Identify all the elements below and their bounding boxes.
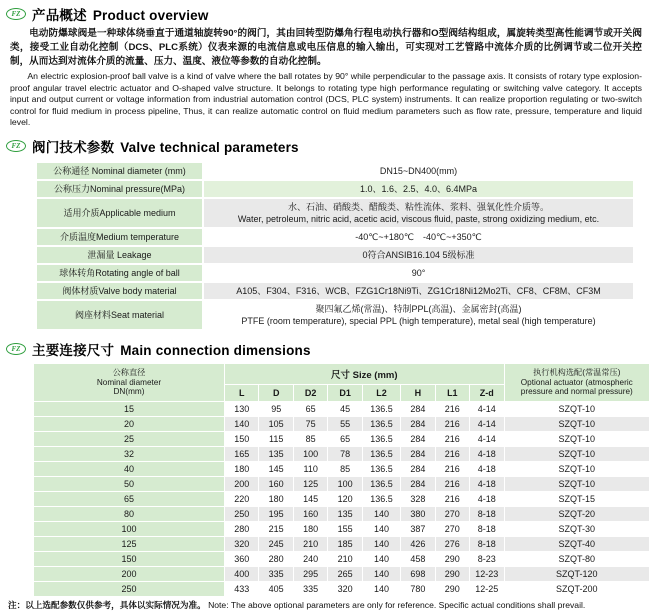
param-label-cell: 阀体材质Valve body material: [36, 282, 203, 300]
tech-params-table-body: [36, 162, 634, 330]
tech-title-zh: 阀门技术参数: [32, 139, 115, 155]
actuator-value-cell: SZQT-200: [504, 581, 649, 596]
size-value-cell: 290: [435, 581, 469, 596]
dn-value-cell: 32: [34, 446, 225, 461]
size-value-cell: 290: [435, 566, 469, 581]
size-value-cell: 4-14: [470, 431, 504, 446]
size-value-cell: 405: [259, 581, 293, 596]
actuator-value-cell: SZQT-10: [504, 431, 649, 446]
col-header-H: H: [401, 384, 435, 401]
footer-note-zh: 注：以上选配参数仅供参考，具体以实际情况为准。: [8, 599, 206, 610]
param-label-cell: 球体转角Rotating angle of ball: [36, 264, 203, 282]
size-value-cell: 335: [259, 566, 293, 581]
tech-title-en: Valve technical parameters: [120, 139, 299, 155]
size-value-cell: 8-18: [470, 506, 504, 521]
dimension-row: [34, 431, 650, 446]
size-value-cell: 150: [224, 431, 258, 446]
size-value-cell: 284: [401, 401, 435, 416]
size-value-cell: 75: [293, 416, 327, 431]
tech-title: [32, 136, 299, 156]
actuator-value-cell: SZQT-40: [504, 536, 649, 551]
size-value-cell: 320: [328, 581, 362, 596]
size-group-header: 尺寸 Size (mm): [224, 363, 504, 384]
overview-title-en: Product overview: [92, 8, 209, 23]
size-value-cell: 12-25: [470, 581, 504, 596]
actuator-value-cell: SZQT-10: [504, 416, 649, 431]
dn-value-cell: 50: [34, 476, 225, 491]
size-value-cell: 115: [259, 431, 293, 446]
size-value-cell: 216: [435, 446, 469, 461]
dn-header-unit: DN(mm): [113, 387, 145, 397]
actuator-header-en2: pressure and normal pressure): [520, 387, 633, 397]
size-value-cell: 265: [328, 566, 362, 581]
size-value-cell: 145: [293, 491, 327, 506]
param-value-cell: [203, 198, 634, 228]
dimensions-table-header: [34, 363, 650, 401]
size-value-cell: 45: [328, 401, 362, 416]
size-value-cell: 4-18: [470, 446, 504, 461]
size-value-cell: 140: [362, 536, 400, 551]
dn-header-zh: 公称直径: [112, 368, 146, 378]
tech-param-row: [36, 282, 634, 300]
dimension-row: [34, 566, 650, 581]
size-value-cell: 140: [362, 521, 400, 536]
actuator-header-en1: Optional actuator (atmospheric: [520, 377, 633, 387]
size-value-cell: 780: [401, 581, 435, 596]
size-value-cell: 276: [435, 536, 469, 551]
size-value-cell: 216: [435, 461, 469, 476]
tech-param-row: [36, 180, 634, 198]
param-value-line: Water, petroleum, nitric acid, acetic acid, viscous fluid, paste, strong oxidizing medium, etc.: [237, 213, 600, 224]
size-value-cell: 4-14: [470, 416, 504, 431]
size-value-cell: 160: [259, 476, 293, 491]
dn-value-cell: 40: [34, 461, 225, 476]
dimension-row: [34, 416, 650, 431]
size-value-cell: 140: [362, 566, 400, 581]
section-technical-parameters: [0, 136, 650, 331]
dimension-row: [34, 446, 650, 461]
size-value-cell: 135: [328, 506, 362, 521]
size-value-cell: 165: [224, 446, 258, 461]
param-value-line: 聚四氟乙烯(常温)、特制PPL(高温)、金属密封(高温): [315, 303, 522, 314]
size-value-cell: 8-18: [470, 536, 504, 551]
actuator-header-zh: 执行机构选配(常温常压): [533, 368, 621, 378]
size-value-cell: 120: [328, 491, 362, 506]
dims-title-zh: 主要连接尺寸: [32, 342, 115, 358]
size-value-cell: 284: [401, 446, 435, 461]
dimension-row: [34, 581, 650, 596]
overview-paragraph-zh: 电动防爆球阀是一种球体绕垂直于通道轴旋转90°的阀门，其由回转型防爆角行程电动执行器和O型阀结构组成，属旋转类型高性能调节或开关阀类，接受工业自动化控制（DCS、PLC系统）仪表来源的电流信息或电压信息的输入输出，可实现对工艺管路中流体介质的比例调节或二位开关控制，从而达到对流体介质的流量、压力、温度、液位等参数的自动化控制。: [10, 28, 642, 67]
size-value-cell: 85: [293, 431, 327, 446]
param-value-line: A105、F304、F316、WCB、FZG1Cr18Ni9Ti、ZG1Cr18Ni12Mo2Ti、CF8、CF8M、CF3M: [236, 285, 601, 296]
size-value-cell: 210: [328, 551, 362, 566]
size-value-cell: 215: [259, 521, 293, 536]
param-value-line: 90°: [411, 267, 426, 278]
section-connection-dimensions: [0, 339, 650, 611]
param-value-cell: [203, 162, 634, 180]
actuator-value-cell: SZQT-10: [504, 461, 649, 476]
size-value-cell: 136.5: [362, 476, 400, 491]
actuator-value-cell: SZQT-120: [504, 566, 649, 581]
size-value-cell: 100: [293, 446, 327, 461]
dn-value-cell: 150: [34, 551, 225, 566]
dn-header-en: Nominal diameter: [96, 377, 162, 387]
dn-value-cell: 200: [34, 566, 225, 581]
size-value-cell: 433: [224, 581, 258, 596]
size-value-cell: 160: [293, 506, 327, 521]
brand-logo-icon: FZ: [6, 140, 26, 152]
col-header-L: L: [224, 384, 258, 401]
size-value-cell: 290: [435, 551, 469, 566]
tech-param-row: [36, 228, 634, 246]
size-value-cell: 216: [435, 476, 469, 491]
size-value-cell: 220: [224, 491, 258, 506]
param-label-cell: 泄漏量 Leakage: [36, 246, 203, 264]
size-value-cell: 270: [435, 521, 469, 536]
size-value-cell: 280: [224, 521, 258, 536]
size-value-cell: 250: [224, 506, 258, 521]
actuator-value-cell: SZQT-20: [504, 506, 649, 521]
param-value-line: 1.0、1.6、2.5、4.0、6.4MPa: [359, 183, 478, 194]
actuator-column-header: [504, 363, 649, 401]
size-value-cell: 110: [293, 461, 327, 476]
size-value-cell: 180: [224, 461, 258, 476]
size-value-cell: 136.5: [362, 431, 400, 446]
dims-title-en: Main connection dimensions: [120, 342, 311, 358]
dimension-row: [34, 461, 650, 476]
dn-value-cell: 100: [34, 521, 225, 536]
size-value-cell: 400: [224, 566, 258, 581]
param-value-line: 0符合ANSIB16.104 5级标准: [362, 249, 475, 260]
col-header-Zd: Z-d: [470, 384, 504, 401]
dimensions-table-body: [34, 401, 650, 596]
tech-param-row: [36, 300, 634, 330]
col-header-L1: L1: [435, 384, 469, 401]
param-label-cell: 适用介质Applicable medium: [36, 198, 203, 228]
size-value-cell: 426: [401, 536, 435, 551]
param-value-cell: [203, 300, 634, 330]
param-value-cell: [203, 180, 634, 198]
dimension-row: [34, 491, 650, 506]
size-value-cell: 284: [401, 416, 435, 431]
size-value-cell: 280: [259, 551, 293, 566]
overview-section-header: [0, 4, 650, 24]
size-value-cell: 210: [293, 536, 327, 551]
footer-note-en: Note: The above optional parameters are only for reference. Specific actual conditions shall prevail.: [208, 599, 586, 610]
param-label-cell: 公称压力Nominal pressure(MPa): [36, 180, 203, 198]
size-value-cell: 140: [362, 551, 400, 566]
size-value-cell: 4-18: [470, 491, 504, 506]
size-value-cell: 136.5: [362, 416, 400, 431]
dims-section-header: [0, 339, 650, 359]
size-value-cell: 65: [328, 431, 362, 446]
size-value-cell: 4-18: [470, 476, 504, 491]
size-value-cell: 140: [362, 581, 400, 596]
size-value-cell: 100: [328, 476, 362, 491]
col-header-D2: D2: [293, 384, 327, 401]
section-product-overview: [0, 4, 650, 129]
tech-param-row: [36, 246, 634, 264]
size-value-cell: 284: [401, 431, 435, 446]
size-value-cell: 295: [293, 566, 327, 581]
size-value-cell: 380: [401, 506, 435, 521]
size-value-cell: 136.5: [362, 491, 400, 506]
size-value-cell: 185: [328, 536, 362, 551]
size-value-cell: 284: [401, 476, 435, 491]
actuator-value-cell: SZQT-15: [504, 491, 649, 506]
tech-section-header: [0, 136, 650, 156]
size-value-cell: 360: [224, 551, 258, 566]
brand-logo-icon: FZ: [6, 343, 26, 355]
size-value-cell: 200: [224, 476, 258, 491]
tech-param-row: [36, 198, 634, 228]
param-value-cell: [203, 246, 634, 264]
dn-value-cell: 125: [34, 536, 225, 551]
dimension-row: [34, 401, 650, 416]
overview-title: [32, 4, 209, 24]
size-value-cell: 65: [293, 401, 327, 416]
size-value-cell: 125: [293, 476, 327, 491]
size-value-cell: 140: [362, 506, 400, 521]
param-label-cell: 介质温度Medium temperature: [36, 228, 203, 246]
size-value-cell: 216: [435, 401, 469, 416]
dimension-row: [34, 536, 650, 551]
size-value-cell: 136.5: [362, 461, 400, 476]
size-value-cell: 216: [435, 431, 469, 446]
param-value-cell: [203, 228, 634, 246]
size-value-cell: 136.5: [362, 446, 400, 461]
size-value-cell: 8-18: [470, 521, 504, 536]
overview-paragraph-en: An electric explosion-proof ball valve is a kind of valve where the ball rotates by 90° while perpendicular to the passage axis. It consists of rotary type explosion-proof angular travel electric actuator and O-shaped valve structure. It belongs to rotating type high performance regulating or switching valve category. It accepts input and output current or voltage information from industrial automation control (DCS, PLC system) instruments. It can realize proportion regulating or two-switch control for fluid medium in process pipeline, Thus, it can realize automatic control on fluid medium parameters such as flow rate, pressure, temperature and liquid level.: [10, 71, 642, 128]
dimension-row: [34, 551, 650, 566]
dn-value-cell: 25: [34, 431, 225, 446]
dn-value-cell: 15: [34, 401, 225, 416]
actuator-value-cell: SZQT-10: [504, 401, 649, 416]
size-value-cell: 320: [224, 536, 258, 551]
actuator-value-cell: SZQT-10: [504, 476, 649, 491]
size-value-cell: 78: [328, 446, 362, 461]
dimensions-table: [33, 363, 650, 597]
size-value-cell: 85: [328, 461, 362, 476]
size-value-cell: 180: [259, 491, 293, 506]
size-value-cell: 458: [401, 551, 435, 566]
size-value-cell: 95: [259, 401, 293, 416]
size-value-cell: 136.5: [362, 401, 400, 416]
size-value-cell: 145: [259, 461, 293, 476]
size-value-cell: 55: [328, 416, 362, 431]
brand-logo-icon: FZ: [6, 8, 26, 20]
size-value-cell: 195: [259, 506, 293, 521]
param-value-line: -40℃~+180℃ -40℃~+350℃: [355, 231, 482, 242]
dn-value-cell: 250: [34, 581, 225, 596]
size-value-cell: 698: [401, 566, 435, 581]
size-value-cell: 135: [259, 446, 293, 461]
dimension-row: [34, 506, 650, 521]
param-label-cell: 阀座材料Seat material: [36, 300, 203, 330]
dn-value-cell: 65: [34, 491, 225, 506]
col-header-D: D: [259, 384, 293, 401]
size-value-cell: 270: [435, 506, 469, 521]
col-header-L2: L2: [362, 384, 400, 401]
col-header-D1: D1: [328, 384, 362, 401]
size-value-cell: 335: [293, 581, 327, 596]
size-value-cell: 105: [259, 416, 293, 431]
tech-params-table: [35, 161, 635, 331]
actuator-value-cell: SZQT-80: [504, 551, 649, 566]
size-value-cell: 140: [224, 416, 258, 431]
param-value-cell: [203, 282, 634, 300]
size-value-cell: 216: [435, 491, 469, 506]
footer-note: [8, 600, 650, 611]
size-value-cell: 240: [293, 551, 327, 566]
size-value-cell: 216: [435, 416, 469, 431]
size-value-cell: 284: [401, 461, 435, 476]
dn-value-cell: 20: [34, 416, 225, 431]
size-value-cell: 12-23: [470, 566, 504, 581]
size-value-cell: 155: [328, 521, 362, 536]
actuator-value-cell: SZQT-10: [504, 446, 649, 461]
size-value-cell: 130: [224, 401, 258, 416]
dimension-row: [34, 521, 650, 536]
size-value-cell: 180: [293, 521, 327, 536]
dims-title: [32, 339, 311, 359]
size-value-cell: 387: [401, 521, 435, 536]
size-value-cell: 4-14: [470, 401, 504, 416]
tech-param-row: [36, 162, 634, 180]
param-value-cell: [203, 264, 634, 282]
dn-column-header: [34, 363, 225, 401]
size-value-cell: 4-18: [470, 461, 504, 476]
overview-title-zh: 产品概述: [32, 8, 87, 23]
dimension-row: [34, 476, 650, 491]
size-value-cell: 245: [259, 536, 293, 551]
param-value-line: 水、石油、硝酸类、醋酸类、粘性流体、浆料、强氧化性介质等。: [287, 201, 549, 212]
size-value-cell: 8-23: [470, 551, 504, 566]
actuator-value-cell: SZQT-30: [504, 521, 649, 536]
dn-value-cell: 80: [34, 506, 225, 521]
size-value-cell: 328: [401, 491, 435, 506]
param-value-line: PTFE (room temperature), special PPL (high temperature), metal seal (high temperature): [241, 315, 596, 326]
tech-param-row: [36, 264, 634, 282]
param-label-cell: 公称通径 Nominal diameter (mm): [36, 162, 203, 180]
param-value-line: DN15~DN400(mm): [379, 165, 458, 176]
